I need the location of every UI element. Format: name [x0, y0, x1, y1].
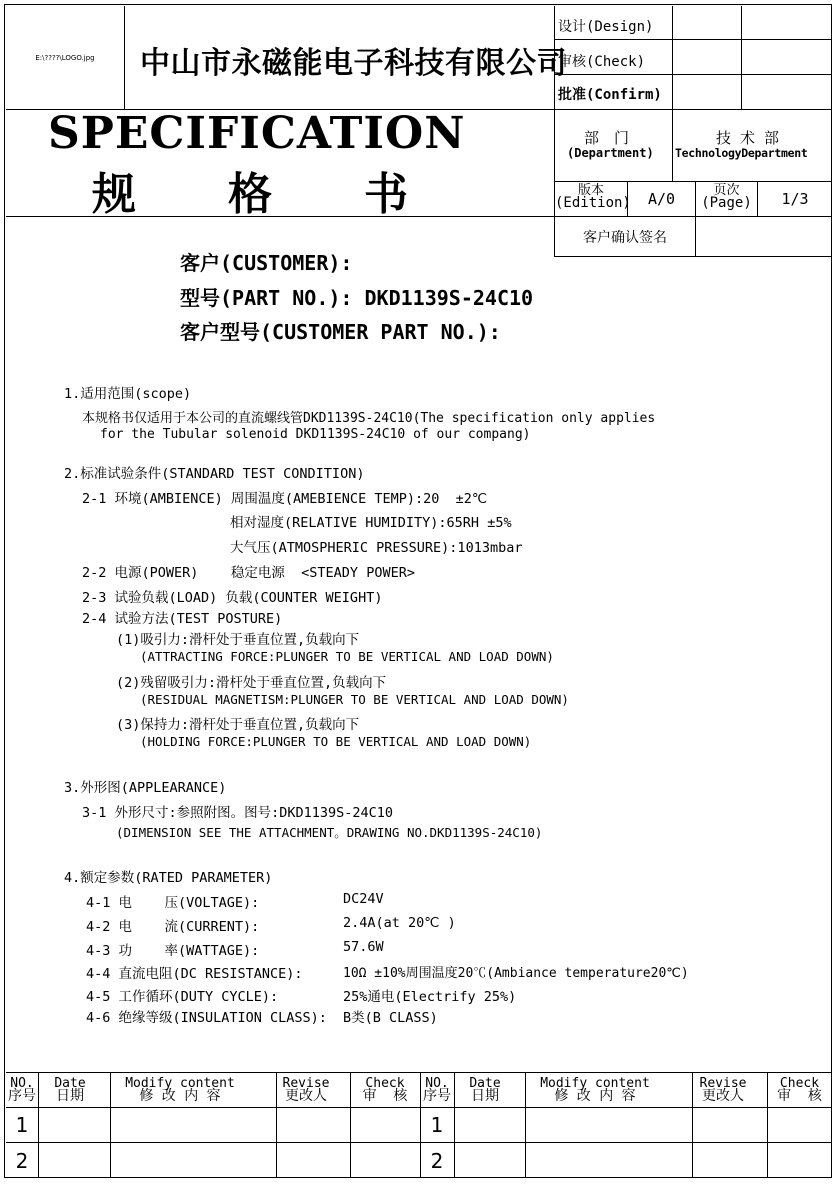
section-2-4-posture: 2-4 试验方法(TEST POSTURE): [82, 611, 283, 627]
section-2-title: 2.标准试验条件(STANDARD TEST CONDITION): [64, 466, 365, 482]
department-label-en: (Department): [567, 146, 654, 160]
customer-sign-field[interactable]: [696, 217, 832, 256]
edition-label-en: (Edition): [555, 195, 631, 211]
title-cn: 规 格 书: [92, 169, 432, 220]
param-wattage-value: 57.6W: [343, 939, 384, 955]
page-label-en: (Page): [701, 195, 752, 211]
header-date-en: Date: [54, 1076, 86, 1091]
design-signature-cell[interactable]: [673, 7, 740, 38]
header-no-right: [420, 1077, 454, 1103]
section-2-4-1: (1)吸引力:滑杆处于垂直位置,负载向下: [116, 632, 360, 648]
section-1-title: 1.适用范围(scope): [64, 386, 192, 402]
param-voltage-label: 4-1 电 压(VOLTAGE):: [86, 895, 260, 911]
header-no-right-cn: 序号: [423, 1088, 451, 1104]
header-revise-en: Revise: [282, 1076, 330, 1091]
table-row-number: 2: [430, 1148, 444, 1173]
header-date-right-en: Date: [469, 1076, 501, 1091]
header-no-cn: 序号: [8, 1088, 36, 1104]
param-voltage-value: DC24V: [343, 891, 384, 907]
header-no: [6, 1077, 38, 1103]
param-duty-label: 4-5 工作循环(DUTY CYCLE):: [86, 989, 279, 1005]
header-check-en: Check: [365, 1076, 405, 1091]
approval-design-label: 设计(Design): [558, 19, 654, 35]
param-resistance-value: 10Ω ±10%周围温度20℃(Ambiance temperature20℃): [343, 966, 689, 981]
section-2-3-load: 2-3 试验负载(LOAD) 负载(COUNTER WEIGHT): [82, 590, 383, 606]
customer-sign-label: 客户确认签名: [583, 229, 667, 246]
company-name: 中山市永磁能电子科技有限公司: [140, 46, 567, 81]
header-check-right-cn: 审 核: [777, 1088, 822, 1104]
section-2-1-pressure: 大气压(ATMOSPHERIC PRESSURE):1013mbar: [230, 540, 523, 556]
table-row-number: 1: [15, 1113, 29, 1137]
title-en: SPECIFICATION: [48, 108, 466, 159]
header-check: [350, 1077, 420, 1103]
header-revise-right-cn: 更改人: [702, 1088, 744, 1104]
header-modify: [110, 1077, 250, 1103]
param-resistance-label: 4-4 直流电阻(DC RESISTANCE):: [86, 966, 303, 982]
header-modify-right-cn: 修 改 内 容: [554, 1088, 636, 1104]
param-insulation-value: B类(B CLASS): [343, 1010, 438, 1026]
header-modify-right: [525, 1077, 665, 1103]
section-3-title: 3.外形图(APPLEARANCE): [64, 780, 227, 796]
customer-part-no-line: 客户型号(CUSTOMER PART NO.):: [180, 320, 501, 344]
table-row-number: 1: [430, 1113, 444, 1137]
header-no-en: NO.: [10, 1076, 34, 1091]
header-revise: [276, 1077, 336, 1103]
param-insulation-label: 4-6 绝缘等级(INSULATION CLASS):: [86, 1010, 327, 1026]
page-label: [696, 184, 757, 210]
header-date-right-cn: 日期: [471, 1088, 499, 1104]
edition-label-cn: 版本: [577, 183, 604, 198]
edition-value: A/0: [647, 190, 676, 208]
department-value-en: TechnologyDepartment: [675, 146, 808, 160]
confirm-signature-cell[interactable]: [673, 75, 740, 108]
section-2-4-2-en: (RESIDUAL MAGNETISM:PLUNGER TO BE VERTICAL AND LOAD DOWN): [140, 692, 569, 707]
department-value-cn: 技 术 部: [716, 129, 780, 147]
section-3-1: 3-1 外形尺寸:参照附图。图号:DKD1139S-24C10: [82, 805, 394, 821]
edition-label: [555, 183, 631, 211]
section-1-line-2: for the Tubular solenoid DKD1139S-24C10 of our compang): [100, 427, 531, 442]
header-date: [38, 1077, 102, 1103]
approval-confirm-label: 批准(Confirm): [558, 87, 662, 103]
param-current-label: 4-2 电 流(CURRENT):: [86, 919, 260, 935]
header-check-right-en: Check: [779, 1076, 820, 1091]
header-check-cn: 审 核: [362, 1088, 408, 1104]
approval-check-label: 审核(Check): [558, 54, 646, 70]
page-value: 1/3: [781, 190, 809, 208]
page-label-cn: 页次: [713, 183, 740, 198]
param-wattage-label: 4-3 功 率(WATTAGE):: [86, 943, 260, 959]
section-3-1-en: (DIMENSION SEE THE ATTACHMENT。DRAWING NO.DKD1139S-24C10): [116, 825, 543, 840]
header-modify-cn: 修 改 内 容: [139, 1088, 221, 1104]
header-revise-cn: 更改人: [285, 1088, 327, 1104]
header-date-cn: 日期: [56, 1088, 84, 1104]
section-2-4-3-en: (HOLDING FORCE:PLUNGER TO BE VERTICAL AND LOAD DOWN): [140, 734, 532, 749]
check-signature-cell[interactable]: [673, 40, 740, 73]
section-4-title: 4.额定参数(RATED PARAMETER): [64, 870, 273, 886]
section-2-1-ambience: 2-1 环境(AMBIENCE) 周围温度(AMEBIENCE TEMP):20 ±2℃: [82, 491, 488, 507]
header-revise-right: [692, 1077, 754, 1103]
section-2-2-power: 2-2 电源(POWER) 稳定电源 <STEADY POWER>: [82, 565, 415, 581]
header-revise-right-en: Revise: [699, 1076, 747, 1091]
department-label-cn: 部 门: [584, 129, 630, 147]
header-modify-right-en: Modify content: [540, 1076, 650, 1091]
header-no-right-en: NO.: [425, 1076, 449, 1091]
param-current-value: 2.4A(at 20℃ ): [343, 915, 456, 931]
table-row-number: 2: [15, 1148, 29, 1173]
customer-line: 客户(CUSTOMER):: [180, 251, 353, 275]
section-1-line-1: 本规格书仅适用于本公司的直流螺线管DKD1139S-24C10(The specification only applies: [82, 411, 656, 426]
section-2-1-humidity: 相对湿度(RELATIVE HUMIDITY):65RH ±5%: [230, 515, 512, 531]
header-modify-en: Modify content: [125, 1076, 235, 1091]
header-date-right: [454, 1077, 516, 1103]
logo-placeholder: [6, 6, 124, 109]
section-2-4-2: (2)残留吸引力:滑杆处于垂直位置,负载向下: [116, 675, 387, 691]
header-check-right: [767, 1077, 832, 1103]
section-2-4-1-en: (ATTRACTING FORCE:PLUNGER TO BE VERTICAL AND LOAD DOWN): [140, 649, 554, 664]
logo-path-text: E:\????\LOGO.jpg: [35, 53, 95, 62]
section-2-4-3: (3)保持力:滑杆处于垂直位置,负载向下: [116, 717, 360, 733]
param-duty-value: 25%通电(Electrify 25%): [343, 989, 517, 1005]
part-no-line: 型号(PART NO.): DKD1139S-24C10: [180, 286, 534, 310]
